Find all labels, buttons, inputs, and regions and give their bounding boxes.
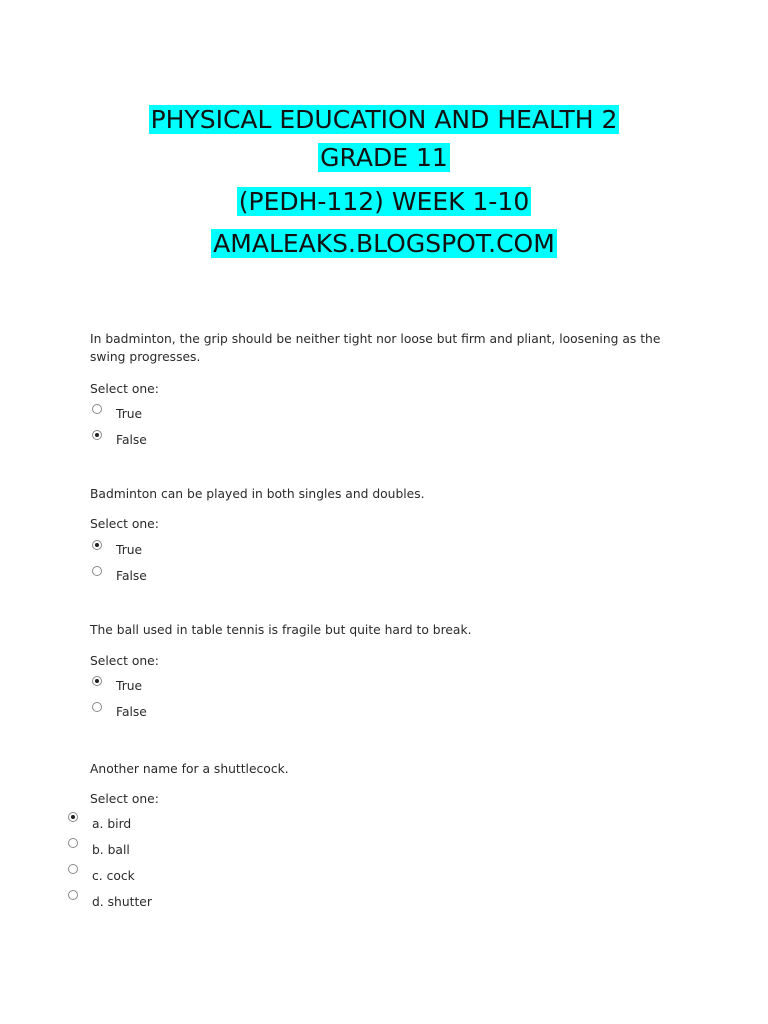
radio-checked-icon[interactable] — [68, 812, 78, 822]
option-label: True — [116, 407, 143, 421]
question-4-text: Another name for a shuttlecock. — [90, 762, 289, 776]
option-label: c. cock — [92, 869, 135, 883]
radio-unchecked-icon[interactable] — [92, 566, 102, 576]
question-4-select-label: Select one: — [90, 792, 159, 806]
header-site-text: AMALEAKS.BLOGSPOT.COM — [213, 229, 555, 258]
option-label: True — [116, 543, 143, 557]
radio-unchecked-icon[interactable] — [68, 890, 78, 900]
radio-unchecked-icon[interactable] — [92, 404, 102, 414]
header-course-text: (PEDH-112) WEEK 1-10 — [238, 187, 530, 216]
question-1-select-label: Select one: — [90, 382, 159, 396]
option-label: False — [116, 705, 147, 719]
question-3-text: The ball used in table tennis is fragile but quite hard to break. — [90, 623, 472, 637]
radio-unchecked-icon[interactable] — [68, 864, 78, 874]
header-course-line — [0, 186, 768, 218]
option-label: d. shutter — [92, 895, 152, 909]
question-1-text: In badminton, the grip should be neither tight nor loose but firm and pliant, loosening as the swing progresses. — [90, 332, 661, 364]
header-site-line — [0, 228, 768, 260]
option-label: False — [116, 433, 147, 447]
question-2-text: Badminton can be played in both singles and doubles. — [90, 487, 425, 501]
option-label: True — [116, 679, 143, 693]
radio-unchecked-icon[interactable] — [68, 838, 78, 848]
question-2-select-label: Select one: — [90, 517, 159, 531]
option-label: False — [116, 569, 147, 583]
radio-unchecked-icon[interactable] — [92, 702, 102, 712]
radio-checked-icon[interactable] — [92, 676, 102, 686]
radio-checked-icon[interactable] — [92, 430, 102, 440]
radio-checked-icon[interactable] — [92, 540, 102, 550]
header-grade-text: GRADE 11 — [320, 143, 448, 172]
option-label: b. ball — [92, 843, 130, 857]
question-3-select-label: Select one: — [90, 654, 159, 668]
header-title-line — [0, 104, 768, 136]
header-title-text: PHYSICAL EDUCATION AND HEALTH 2 — [150, 105, 618, 134]
option-label: a. bird — [92, 817, 132, 831]
header-grade-line — [0, 142, 768, 174]
